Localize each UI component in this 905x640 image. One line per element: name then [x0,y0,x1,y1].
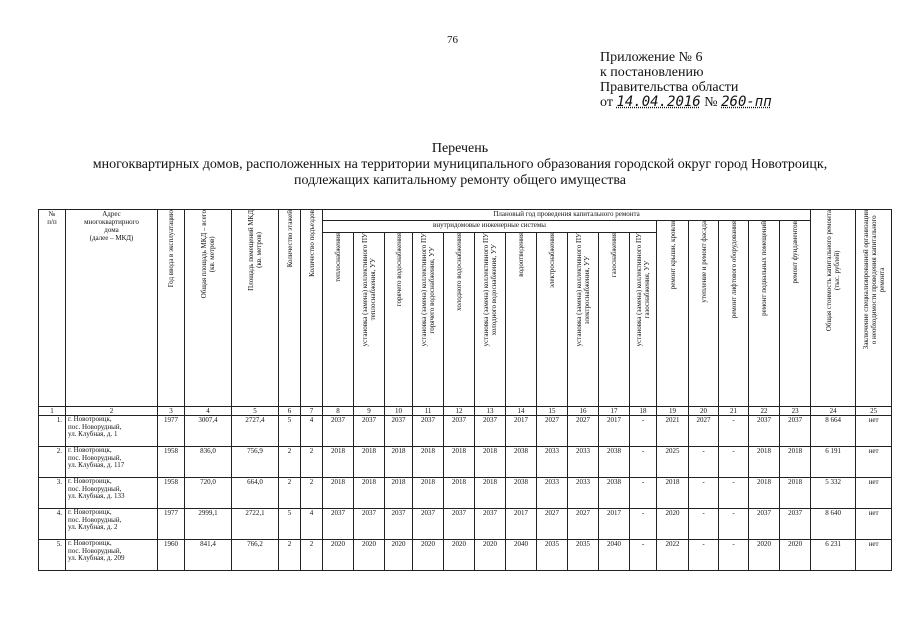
table-cell: 2033 [537,478,568,509]
repair-table [38,209,892,571]
column-number: 4 [185,407,232,416]
header-gas: газоснабжения [599,233,630,407]
column-number: 22 [749,407,780,416]
table-cell: 2037 [444,509,475,540]
table-cell: 2020 [749,540,780,571]
header-total-area: Общая площадь МКД – всего (кв. метров) [185,210,232,407]
table-cell: 2038 [506,447,537,478]
table-cell: 6 191 [811,447,856,478]
table-cell: 2035 [568,540,599,571]
table-cell: 2037 [780,509,811,540]
table-cell: 2018 [780,447,811,478]
header-room-area: Площадь помещений МКД (кв. метров) [232,210,279,407]
row-number-cell: 4. [39,509,66,540]
table-cell: 5 332 [811,478,856,509]
column-number: 6 [279,407,301,416]
table-cell: 2018 [444,478,475,509]
table-cell: 2037 [780,416,811,447]
address-cell: г. Новотроицк, пос. Новорудный, ул. Клубная, д. 133 [66,478,158,509]
table-cell: - [719,509,749,540]
table-cell: - [630,416,657,447]
table-cell: 2020 [413,540,444,571]
column-number: 14 [506,407,537,416]
table-cell: 2038 [599,478,630,509]
table-cell: 2037 [749,509,780,540]
table-cell: 3007,4 [185,416,232,447]
table-cell: 2033 [568,447,599,478]
appendix-block [600,50,772,110]
title-line-1: Перечень [431,141,489,156]
table-cell: 2018 [323,447,354,478]
table-cell: 2018 [413,447,444,478]
header-cold-water: холодного водоснабжения [444,233,475,407]
header-cost: Общая стоимость капитального ремонта (тыс. рублей) [811,210,856,407]
number-sign: № [704,95,718,110]
table-cell: 2037 [444,416,475,447]
table-cell: 2035 [537,540,568,571]
table-cell: 2025 [657,447,689,478]
table-cell: 766,2 [232,540,279,571]
column-number: 12 [444,407,475,416]
column-number-row [39,407,892,416]
table-cell: 2020 [780,540,811,571]
title-line-2: многоквартирных домов, расположенных на территории муниципального образования городской округ город Новотроицк, [92,157,828,172]
table-row [39,447,892,478]
column-number: 15 [537,407,568,416]
table-cell: 2999,1 [185,509,232,540]
table-cell: нет [856,540,892,571]
table-cell: - [689,447,719,478]
table-cell: 2018 [749,447,780,478]
header-electricity: электроснабжения [537,233,568,407]
table-cell: - [689,478,719,509]
address-cell: г. Новотроицк, пос. Новорудный, ул. Клубная, д. 209 [66,540,158,571]
appendix-line-3: Правительства области [600,80,739,95]
header-basement: ремонт подвальных помещений [749,221,780,407]
table-cell: 4 [301,509,323,540]
header-address: Адрес многоквартирного дома (далее – МКД) [66,210,158,407]
table-cell: 2018 [413,478,444,509]
header-elevator: ремонт лифтового оборудования [719,221,749,407]
document-title [40,141,880,189]
table-cell: 2033 [537,447,568,478]
table-cell: 841,4 [185,540,232,571]
column-number: 7 [301,407,323,416]
row-number-cell: 5. [39,540,66,571]
table-cell: 2020 [354,540,385,571]
row-number-cell: 2. [39,447,66,478]
table-cell: 2027 [568,416,599,447]
table-cell: 2037 [385,509,413,540]
column-number: 11 [413,407,444,416]
table-cell: 2038 [506,478,537,509]
table-cell: - [630,447,657,478]
column-number: 21 [719,407,749,416]
page-number: 76 [447,34,458,46]
header-floors: Количество этажей [279,210,301,407]
table-cell: 2021 [657,416,689,447]
header-drainage: водоотведения [506,233,537,407]
table-cell: 2 [301,447,323,478]
table-cell: 4 [301,416,323,447]
table-cell: 2037 [475,509,506,540]
address-cell: г. Новотроицк, пос. Новорудный, ул. Клубная, д. 2 [66,509,158,540]
column-number: 13 [475,407,506,416]
table-cell: 1977 [158,416,185,447]
table-cell: 2 [279,478,301,509]
table-cell: 2037 [385,416,413,447]
table-cell: 2020 [657,509,689,540]
column-number: 18 [630,407,657,416]
header-conclusion: Заключение специализированной организации о необходимости проведения капитального ремонта [856,210,892,407]
table-cell: 2017 [599,416,630,447]
table-cell: 2017 [506,416,537,447]
date-prefix: от [600,95,613,110]
header-planned: Плановый год проведения капитального ремонта [323,210,811,221]
header-entrances: Количество подъездов [301,210,323,407]
header-foundation: ремонт фундаментов [780,221,811,407]
table-cell: 2018 [385,447,413,478]
table-cell: - [630,509,657,540]
table-cell: 1960 [158,540,185,571]
table-cell: - [689,509,719,540]
table-cell: - [719,416,749,447]
table-cell: 2033 [568,478,599,509]
table-cell: нет [856,447,892,478]
table-cell: 664,0 [232,478,279,509]
header-electricity-meter: установка (замена) коллективного ПУ электроснабжения, УУ [568,233,599,407]
table-cell: 720,0 [185,478,232,509]
column-number: 3 [158,407,185,416]
column-number: 2 [66,407,158,416]
table-cell: - [630,478,657,509]
table-cell: 2017 [599,509,630,540]
header-hot-water-meter: установка (замена) коллективного ПУ горячего водоснабжения, УУ [413,233,444,407]
table-cell: 8 640 [811,509,856,540]
column-number: 17 [599,407,630,416]
header-roof: ремонт крыши, кровли [657,221,689,407]
appendix-date-line [600,95,772,110]
header-hot-water: горячего водоснабжения [385,233,413,407]
table-cell: 2018 [385,478,413,509]
appendix-line-2: к постановлению [600,65,704,80]
table-cell: 2037 [323,416,354,447]
table-cell: 2020 [323,540,354,571]
table-cell: 2027 [537,416,568,447]
column-number: 10 [385,407,413,416]
table-cell: 2022 [657,540,689,571]
row-number-cell: 1. [39,416,66,447]
address-cell: г. Новотроицк, пос. Новорудный, ул. Клубная, д. 1 [66,416,158,447]
table-body [39,407,892,571]
table-cell: 2018 [657,478,689,509]
table-cell: 2018 [475,447,506,478]
column-number: 25 [856,407,892,416]
table-cell: 2040 [506,540,537,571]
table-cell: 5 [279,416,301,447]
table-cell: 2727,4 [232,416,279,447]
header-heating-meter: установка (замена) коллективного ПУ теплоснабжения, УУ [354,233,385,407]
address-cell: г. Новотроицк, пос. Новорудный, ул. Клубная, д. 117 [66,447,158,478]
table-cell: 2037 [475,416,506,447]
header-year: Год ввода в эксплуатацию [158,210,185,407]
table-cell: 2 [279,447,301,478]
table-cell: нет [856,416,892,447]
header-cold-water-meter: установка (замена) коллективного ПУ холодного водоснабжения, УУ [475,233,506,407]
table-cell: 5 [279,509,301,540]
column-number: 9 [354,407,385,416]
table-cell: 2037 [749,416,780,447]
table-row [39,478,892,509]
header-engineering: внутридомовые инженерные системы [323,221,657,233]
column-number: 1 [39,407,66,416]
table-cell: 2037 [413,509,444,540]
table-cell: нет [856,478,892,509]
table-cell: 6 231 [811,540,856,571]
column-number: 16 [568,407,599,416]
table-cell: 2027 [537,509,568,540]
table-cell: 2037 [354,509,385,540]
table-cell: нет [856,509,892,540]
table-cell: 836,0 [185,447,232,478]
date-value: 14.04.2016 [616,94,701,110]
table-cell: 2018 [444,447,475,478]
header-num: № п/п [39,210,66,407]
table-row [39,509,892,540]
table-cell: 2020 [385,540,413,571]
table-row [39,416,892,447]
table-cell: - [719,478,749,509]
table-cell: 2018 [475,478,506,509]
table-cell: 2722,1 [232,509,279,540]
table-cell: - [630,540,657,571]
table-cell: 2018 [354,447,385,478]
table-cell: 2 [301,478,323,509]
table-cell: 756,9 [232,447,279,478]
table-cell: 2018 [749,478,780,509]
table-cell: 2027 [689,416,719,447]
table-cell: 2037 [413,416,444,447]
appendix-line-1: Приложение № 6 [600,50,703,65]
column-number: 5 [232,407,279,416]
table-cell: 1958 [158,478,185,509]
header-facade: утепление и ремонт фасада [689,221,719,407]
table-cell: 2027 [568,509,599,540]
column-number: 19 [657,407,689,416]
table-cell: 2 [279,540,301,571]
table-cell: 2040 [599,540,630,571]
title-line-3: подлежащих капитальному ремонту общего имущества [294,173,626,188]
table-cell: 1958 [158,447,185,478]
column-number: 24 [811,407,856,416]
header-gas-meter: установка (замена) коллективного ПУ газоснабжения, УУ [630,233,657,407]
table-cell: 2018 [780,478,811,509]
table-cell: 2020 [444,540,475,571]
table-cell: 1977 [158,509,185,540]
table-cell: 8 664 [811,416,856,447]
table-cell: 2020 [475,540,506,571]
header-heating: теплоснабжения [323,233,354,407]
table-row [39,540,892,571]
table-cell: 2038 [599,447,630,478]
table-cell: - [719,540,749,571]
table-cell: - [689,540,719,571]
table-cell: 2 [301,540,323,571]
row-number-cell: 3. [39,478,66,509]
table-cell: 2037 [323,509,354,540]
table-cell: 2037 [354,416,385,447]
column-number: 20 [689,407,719,416]
number-value: 260-пп [721,94,772,110]
column-number: 23 [780,407,811,416]
table-cell: 2017 [506,509,537,540]
column-number: 8 [323,407,354,416]
table-cell: - [719,447,749,478]
table-cell: 2018 [323,478,354,509]
table-cell: 2018 [354,478,385,509]
